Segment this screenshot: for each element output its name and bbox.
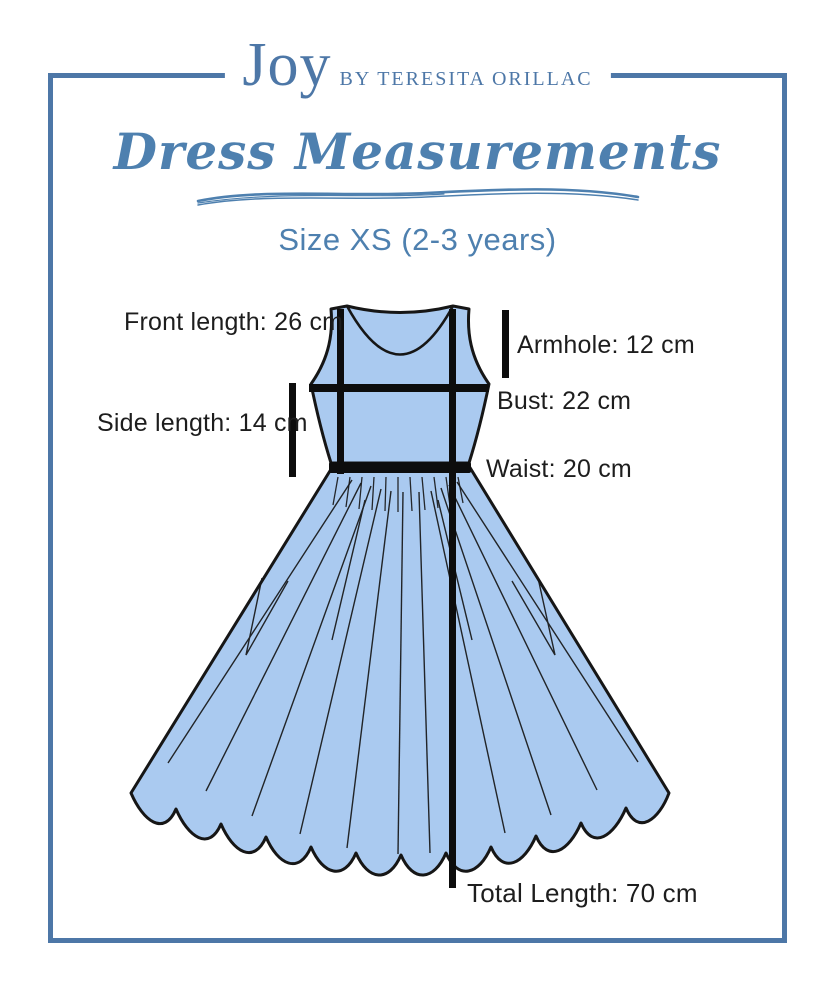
brand-byline: BY TERESITA ORILLAC [339, 68, 593, 90]
header [0, 124, 835, 258]
side-length-label: Side length: 14 cm [97, 409, 308, 437]
front-length-label: Front length: 26 cm [124, 308, 344, 336]
brand-name: Joy [242, 31, 332, 99]
total-length-label: Total Length: 70 cm [467, 878, 698, 908]
bust-label: Bust: 22 cm [497, 387, 632, 415]
armhole-label: Armhole: 12 cm [517, 331, 695, 359]
title-underline-flourish [194, 182, 642, 212]
waist-label: Waist: 20 cm [486, 455, 632, 483]
size-subtitle: Size XS (2-3 years) [278, 222, 557, 257]
dress-skirt [131, 466, 669, 875]
armhole-indicator-line [502, 310, 509, 378]
waist-line [329, 462, 471, 473]
brand-logo [224, 30, 610, 100]
page-title: Dress Measurements [113, 122, 722, 181]
bust-line [309, 384, 489, 392]
total-length-line [449, 309, 456, 888]
